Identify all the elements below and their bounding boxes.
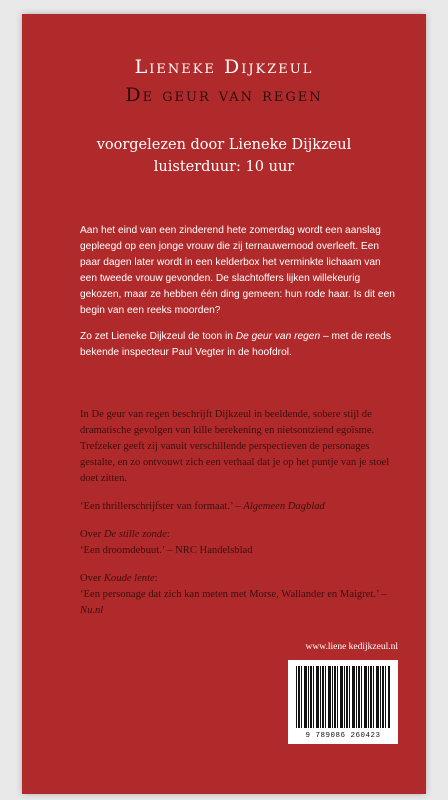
quote-2-text: ‘Een droomdebuut.’ – NRC Handelsblad (80, 545, 253, 556)
blurb-p2-end: – met de reeds bekende inspecteur Paul Vegter in de hoofdrol. (80, 331, 391, 358)
quote-3-source: Nu.nl (80, 605, 104, 616)
barcode-bars (296, 666, 390, 728)
quotes-section (80, 407, 400, 631)
author-website: www.liene kedijkzeul.nl (305, 642, 398, 652)
quote-3-text: ‘Een personage dat zich kan meten met Morse, Wallander en Maigret.’ – (80, 589, 387, 600)
quote-3 (80, 571, 400, 619)
book-back-cover (22, 14, 426, 794)
book-title: De geur van regen (125, 84, 323, 106)
blurb-paragraph-3: In De geur van regen beschrijft Dijkzeul in beeldende, sobere stijl de dramatische gevolgen van kille berekening en nietsontziend egoïsme. Trefzeker geeft zij vanuit verschillende perspectieven de personages gestalte, en zo ontvouwt zich een verhaal dat je op het puntje van je stoel doet zitten. (80, 409, 390, 484)
quote-1-text: ‘Een thrillerschrijfster van formaat.’ – (80, 501, 244, 512)
author-name: Lieneke Dijkzeul (134, 56, 314, 78)
quote-1 (80, 499, 400, 515)
quote-2-over: Over (80, 529, 104, 540)
blurb-paragraph-2 (80, 329, 400, 361)
quote-2-book: De stille zonde (103, 529, 167, 540)
quote-2 (80, 527, 400, 559)
blurb-p2-title: De geur van regen (235, 331, 321, 342)
quote-3-book: Koude lente (103, 573, 155, 584)
quote-2-colon: : (166, 529, 170, 540)
narration-info (22, 134, 426, 178)
quote-3-over: Over (80, 573, 104, 584)
duration-line: luisterduur: 10 uur (153, 159, 295, 175)
blurb-paragraph-1: Aan het eind van een zinderend hete zomerdag wordt een aanslag gepleegd op een jonge vrouw die zij ternauwernood overleeft. Een paar dagen later wordt in een kelderbox het verminkte lichaam van een tweede vrouw gevonden. De slachtoffers lijken willekeurig gekozen, maar ze hebben één ding gemeen: hun rode haar. Is dit een begin van een reeks moorden? (80, 225, 395, 316)
barcode-number: 9 789086 260423 (305, 732, 381, 740)
blurb-p2-start: Zo zet Lieneke Dijkzeul de toon in (80, 331, 236, 342)
isbn-barcode (288, 660, 398, 744)
quote-1-source: Algemeen Dagblad (243, 501, 325, 512)
quote-3-colon: : (154, 573, 158, 584)
narrator-line: voorgelezen door Lieneke Dijkzeul (96, 137, 352, 153)
